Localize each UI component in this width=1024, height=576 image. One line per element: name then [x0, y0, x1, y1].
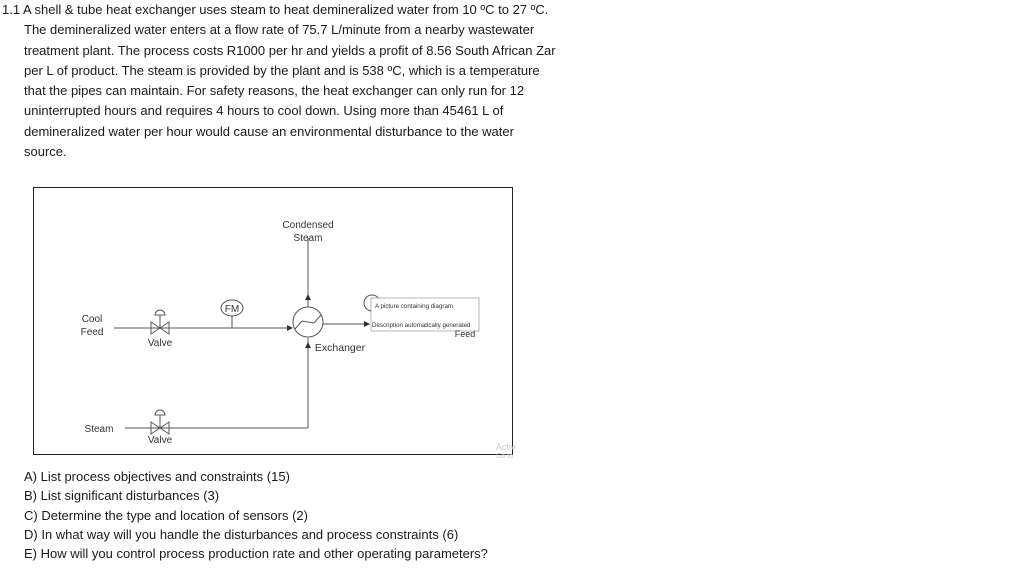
condensed-steam-label-1: Condensed	[282, 220, 334, 231]
problem-line: 1.1 A shell & tube heat exchanger uses steam to heat demineralized water from 10 ºC to 27 ºC.	[2, 2, 549, 17]
valve-icon	[151, 410, 169, 434]
heat-exchanger-icon	[293, 307, 323, 337]
image-caption-line-2: Description automatically generated	[372, 322, 471, 329]
product-arrow	[364, 321, 370, 327]
problem-line: demineralized water per hour would cause an environmental disturbance to the water	[24, 123, 514, 139]
flow-meter-label: FM	[224, 304, 240, 315]
problem-line: source.	[24, 144, 67, 160]
problem-line: The demineralized water enters at a flow rate of 75.7 L/minute from a nearby wastewater	[24, 22, 535, 38]
question-item: B) List significant disturbances (3)	[24, 488, 220, 504]
cool-feed-arrow	[287, 325, 293, 331]
problem-statement	[2, 0, 592, 162]
question-list	[24, 467, 488, 563]
question-item: E) How will you control process production rate and other operating parameters?	[24, 546, 488, 562]
question-item: A) List process objectives and constraints (15)	[24, 469, 290, 484]
valve-icon	[151, 310, 169, 334]
feed-label: Feed	[454, 329, 476, 339]
valve-top-label: Valve	[147, 338, 173, 349]
watermark-line-1: Activ	[496, 442, 516, 452]
image-caption-line-1: A picture containing diagram	[375, 303, 454, 310]
problem-line: uninterrupted hours and requires 4 hours to cool down. Using more than 45461 L of	[24, 103, 504, 119]
question-item: D) In what way will you handle the disturbances and process constraints (6)	[24, 526, 459, 542]
watermark-line-2: Go to	[496, 453, 514, 460]
problem-line: that the pipes can maintain. For safety reasons, the heat exchanger can only run for 12	[24, 83, 525, 99]
valve-bottom-label: Valve	[147, 435, 173, 446]
exchanger-label: Exchanger	[314, 342, 366, 354]
process-diagram	[33, 187, 513, 455]
steam-label: Steam	[84, 424, 114, 435]
process-diagram-svg	[34, 188, 514, 456]
problem-line: per L of product. The steam is provided by the plant and is 538 ºC, which is a temperature	[24, 62, 540, 78]
cool-feed-label-1: Cool	[81, 314, 103, 325]
problem-line: treatment plant. The process costs R1000 per hr and yields a profit of 8.56 South African Zar	[24, 42, 556, 58]
condensed-steam-arrow	[305, 294, 311, 300]
condensed-steam-label-2: Steam	[293, 233, 323, 244]
steam-arrow	[305, 342, 311, 348]
cool-feed-label-2: Feed	[80, 327, 104, 338]
question-item: C) Determine the type and location of sensors (2)	[24, 507, 308, 523]
